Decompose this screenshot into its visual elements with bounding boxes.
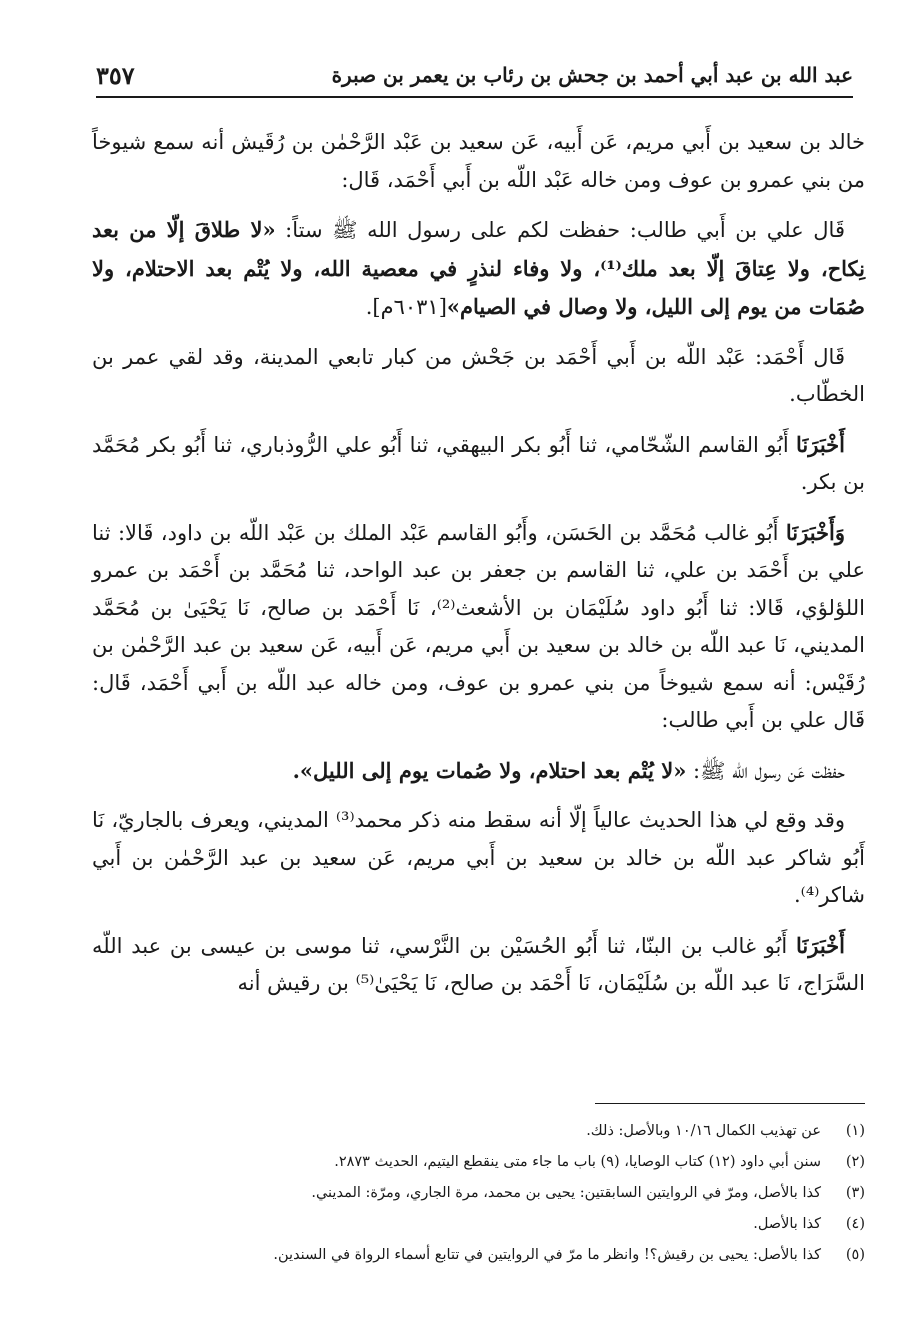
paragraph-5-text: أَبُو غالب مُحَمَّد بن الحَسَن، وأَبُو القاسم عَبْد الملك بن عَبْد اللّه بن داود، قَالا: ثنا علي بن أَحْمَد بن علي، ثنا القاسم بن جعفر بن عبد الواحد، ثنا مُحَمَّد بن أَحْمَد بن عمرو اللؤلؤي، قَالا: ثنا أَبُو داود سُلَيْمَان بن الأشعث⁽²⁾، نَا أَحْمَد بن صالح، نَا يَحْيَىٰ بن مُحَمَّد المديني، نَا عبد اللّه بن خالد بن سعيد بن أَبي مريم، عَن أَبيه، عَن سعيد بن عبد الرَّحْمٰن بن رُقَيْس: أنه سمع شيوخاً من بني عمرو بن عوف، ومن خاله عبد اللّه بن أَبي أَحْمَد، قَال: قَال علي بن أَبي طالب: xyxy=(92,520,865,732)
paragraph-2 xyxy=(92,211,865,327)
hadith-intro: قَال علي بن أَبي طالب: حفظت لكم على رسول الله ﷺ ستاً: xyxy=(275,218,845,242)
paragraph-8 xyxy=(92,927,865,1003)
footnote-divider xyxy=(595,1103,865,1104)
footnote xyxy=(92,1209,865,1240)
paragraph-6 xyxy=(92,752,865,791)
main-text xyxy=(92,124,865,1015)
footnote xyxy=(92,1147,865,1178)
running-title: عبد الله بن عبد أبي أحمد بن جحش بن رئاب بن يعمر بن صبرة xyxy=(331,63,853,87)
paragraph-1 xyxy=(92,124,865,199)
paragraph-1-text: خالد بن سعيد بن أَبي مريم، عَن أَبيه، عَن سعيد بن عَبْد الرَّحْمٰن بن رُقَيش أنه سمع شيوخاً من بني عمرو بن عوف ومن خاله عَبْد اللّه بن أَبي أَحْمَد، قَال: xyxy=(92,130,865,192)
footnote-number: (٣) xyxy=(845,1185,865,1201)
footnote-number: (٥) xyxy=(845,1247,865,1263)
footnote-text: كذا بالأصل، ومرّ في الروايتين السابقتين: يحيى بن محمد، مرة الجاري، ومرّة: المديني. xyxy=(311,1185,821,1201)
footnote-number: (١) xyxy=(845,1123,865,1139)
footnote xyxy=(92,1240,865,1271)
footnote-text: سنن أبي داود (١٢) كتاب الوصايا، (٩) باب ما جاء متى ينقطع اليتيم، الحديث ٢٨٧٣. xyxy=(334,1154,821,1170)
footnotes xyxy=(92,1116,865,1271)
paragraph-4 xyxy=(92,426,865,502)
footnote-number: (٤) xyxy=(845,1216,865,1232)
paragraph-7 xyxy=(92,802,865,915)
footnote-text: كذا بالأصل: يحيى بن رقيش؟! وانظر ما مرّ في الروايتين في تتابع أسماء الرواة في السندين. xyxy=(273,1247,821,1263)
akhbarana-lead: أَخْبَرَنَا xyxy=(796,932,845,958)
akhbarana-lead: أَخْبَرَنَا xyxy=(796,431,845,457)
paragraph-4-text: أَبُو القاسم الشّحّامي، ثنا أَبُو بكر البيهقي، ثنا أَبُو علي الرُّوذباري، ثنا أَبُو بكر مُحَمَّد بن بكر. xyxy=(92,432,865,494)
paragraph-8-text: أَبُو غالب بن البنّا، ثنا أَبُو الحُسَيْن بن النَّرْسي، ثنا موسى بن عيسى بن عبد اللّه السَّرَاج، نَا عبد اللّه بن سُلَيْمَان، نَا أَحْمَد بن صالح، نَا يَحْيَىٰ⁽⁵⁾ بن رقيش أنه xyxy=(92,933,865,995)
akhbarana-lead: وَأَخْبَرَنَا xyxy=(785,519,845,545)
page-number: ٣٥٧ xyxy=(96,60,135,90)
paragraph-5 xyxy=(92,514,865,740)
hadith-text: «لا طلاقَ إلّا من بعد نِكاح، ولا عِتاقَ إلّا بعد ملك⁽¹⁾، ولا وفاء لنذرٍ في معصية الله، ولا يُتْم بعد الاحتلام، ولا صُمَات من يوم إلى الليل، ولا وصال في الصيام» xyxy=(92,217,865,319)
footnote-number: (٢) xyxy=(845,1154,865,1170)
footnote-text: عن تهذيب الكمال ١٠/١٦ وبالأصل: ذلك. xyxy=(586,1123,821,1139)
footnote-text: كذا بالأصل. xyxy=(753,1216,821,1232)
footnote xyxy=(92,1116,865,1147)
hadith-intro: حفظت عَن رسول الله ﷺ: xyxy=(686,758,845,783)
hadith-text: «لا يُتْم بعد احتلام، ولا صُمات يوم إلى الليل». xyxy=(292,757,687,783)
paragraph-3 xyxy=(92,339,865,414)
paragraph-3-text: قَال أَحْمَد: عَبْد اللّه بن أَبي أَحْمَد بن جَحْش من كبار تابعي المدينة، وقد لقي عمر بن الخطّاب. xyxy=(92,344,865,406)
hadith-reference: [٦٠٣١م]. xyxy=(365,295,447,319)
paragraph-7-text: وقد وقع لي هذا الحديث عالياً إلّا أنه سقط منه ذكر محمد⁽³⁾ المديني، ويعرف بالجاريّ، نَا أَبُو شاكر عبد اللّه بن خالد بن سعيد بن أَبي مريم، عَن سعيد بن عبد الرَّحْمٰن بن أَبي شاكر⁽⁴⁾. xyxy=(92,808,865,907)
footnote xyxy=(92,1178,865,1209)
running-head xyxy=(96,58,853,98)
